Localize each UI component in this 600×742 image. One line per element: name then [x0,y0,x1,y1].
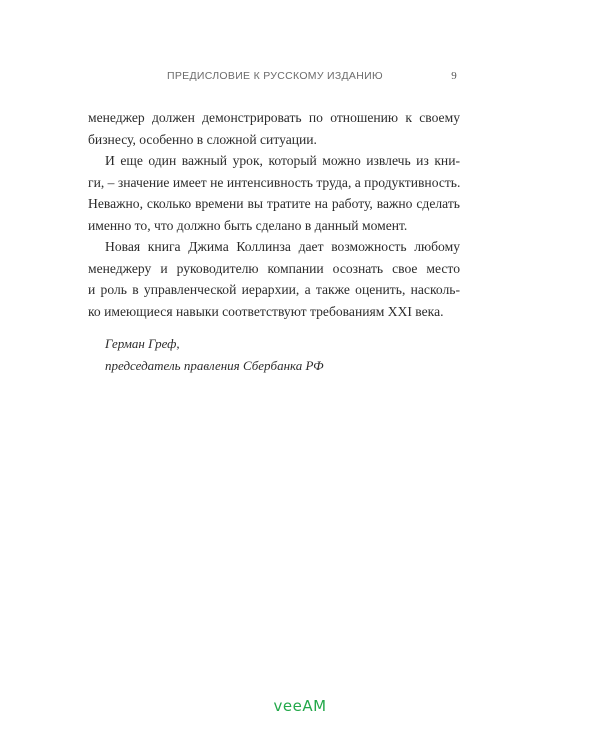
signature-name: Герман Греф, [105,336,180,351]
text-line: ко имеющиеся навыки соответствуют требованиям XXI века. [88,303,444,319]
text-line: и роль в управленческой иерархии, а также оценить, насколь- [88,282,460,297]
paragraph-1 [88,107,460,150]
running-head [167,70,460,86]
text-line: менеджеру и руководителю компании осознать свое место [88,260,460,276]
signature-position: председатель правления Сбербанка РФ [105,358,324,373]
signature [105,333,324,377]
paragraph-3 [88,236,460,322]
text-line: И еще один важный урок, который можно извлечь из кни- [105,153,460,168]
paragraph-2 [88,150,460,236]
text-line: менеджер должен демонстрировать по отношению к своему [88,110,460,125]
text-line: именно то, что должно быть сделано в данный момент. [88,217,408,233]
running-head-title: ПРЕДИСЛОВИЕ К РУССКОМУ ИЗДАНИЮ [167,70,383,82]
text-line: бизнесу, особенно в сложной ситуации. [88,131,317,147]
logo-text-lower: vee [273,697,303,715]
logo-text-upper: AM [302,697,327,715]
text-line: Неважно, сколько времени вы тратите на работу, важно сделать [88,196,460,211]
page-number: 9 [451,70,457,82]
text-line: ги, – значение имеет не интенсивность труда, а продуктивность. [88,174,461,190]
text-line: Новая книга Джима Коллинза дает возможность любому [105,239,460,254]
body-text [88,107,460,322]
veeam-logo [264,697,336,715]
